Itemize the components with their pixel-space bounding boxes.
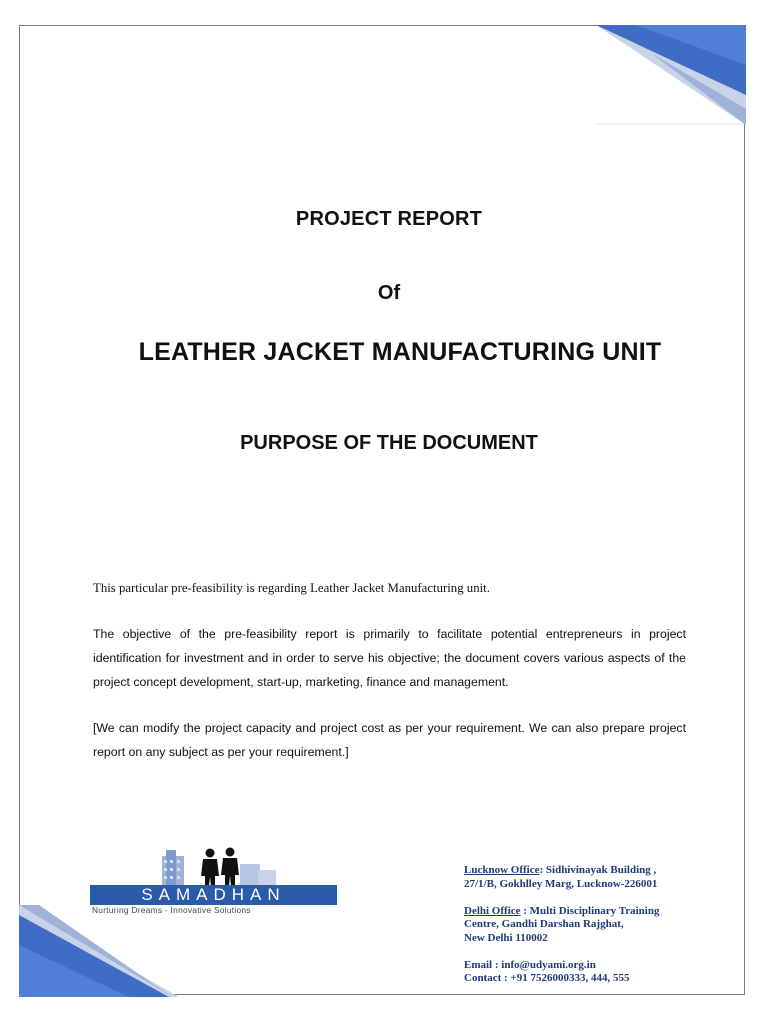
paragraph-modify: [We can modify the project capacity and project cost as per your requirement. We can also prepare project report on any subject as per your requirement.] bbox=[93, 721, 686, 759]
report-of: Of bbox=[377, 282, 401, 304]
delhi-address-line1: : Multi Disciplinary Training bbox=[520, 904, 660, 917]
delhi-address-line2: Centre, Gandhi Darshan Rajghat, bbox=[464, 918, 624, 930]
logo-figures-icon bbox=[160, 844, 280, 886]
contact-phone[interactable]: Contact : +91 7526000333, 444, 555 bbox=[464, 972, 630, 984]
report-heading: PROJECT REPORT bbox=[295, 208, 483, 230]
logo-name: SAMADHAN bbox=[90, 885, 337, 905]
lucknow-address-line2: 27/1/B, Gokhlley Marg, Lucknow-226001 bbox=[464, 877, 658, 890]
project-title: LEATHER JACKET MANUFACTURING UNIT bbox=[138, 338, 662, 366]
contact-block bbox=[464, 864, 734, 986]
paragraph-objective: The objective of the pre-feasibility report is primarily to facilitate potential entrepreneurs in project identification for investment and in order to serve his objective; the document covers various aspects of the project concept development, start-up, marketing, finance and management. bbox=[93, 627, 686, 689]
samadhan-logo bbox=[90, 842, 340, 916]
delhi-office-label[interactable]: Delhi Office bbox=[464, 904, 521, 917]
contact-email[interactable]: Email : info@udyami.org.in bbox=[464, 958, 596, 971]
corner-decoration-top-right bbox=[596, 25, 746, 125]
paragraph-intro: This particular pre-feasibility is regarding Leather Jacket Manufacturing unit. bbox=[93, 581, 490, 595]
lucknow-office bbox=[464, 864, 734, 891]
logo-tagline: Nurturing Dreams - Innovative Solutions bbox=[92, 905, 251, 915]
lucknow-address-line1: : Sidhivinayak Building , bbox=[539, 864, 657, 876]
delhi-office bbox=[464, 905, 734, 946]
lucknow-office-label[interactable]: Lucknow Office bbox=[464, 864, 540, 876]
corner-decoration-bottom-left bbox=[19, 905, 179, 997]
delhi-address-line3: New Delhi 110002 bbox=[464, 931, 548, 944]
purpose-heading: PURPOSE OF THE DOCUMENT bbox=[240, 432, 538, 454]
